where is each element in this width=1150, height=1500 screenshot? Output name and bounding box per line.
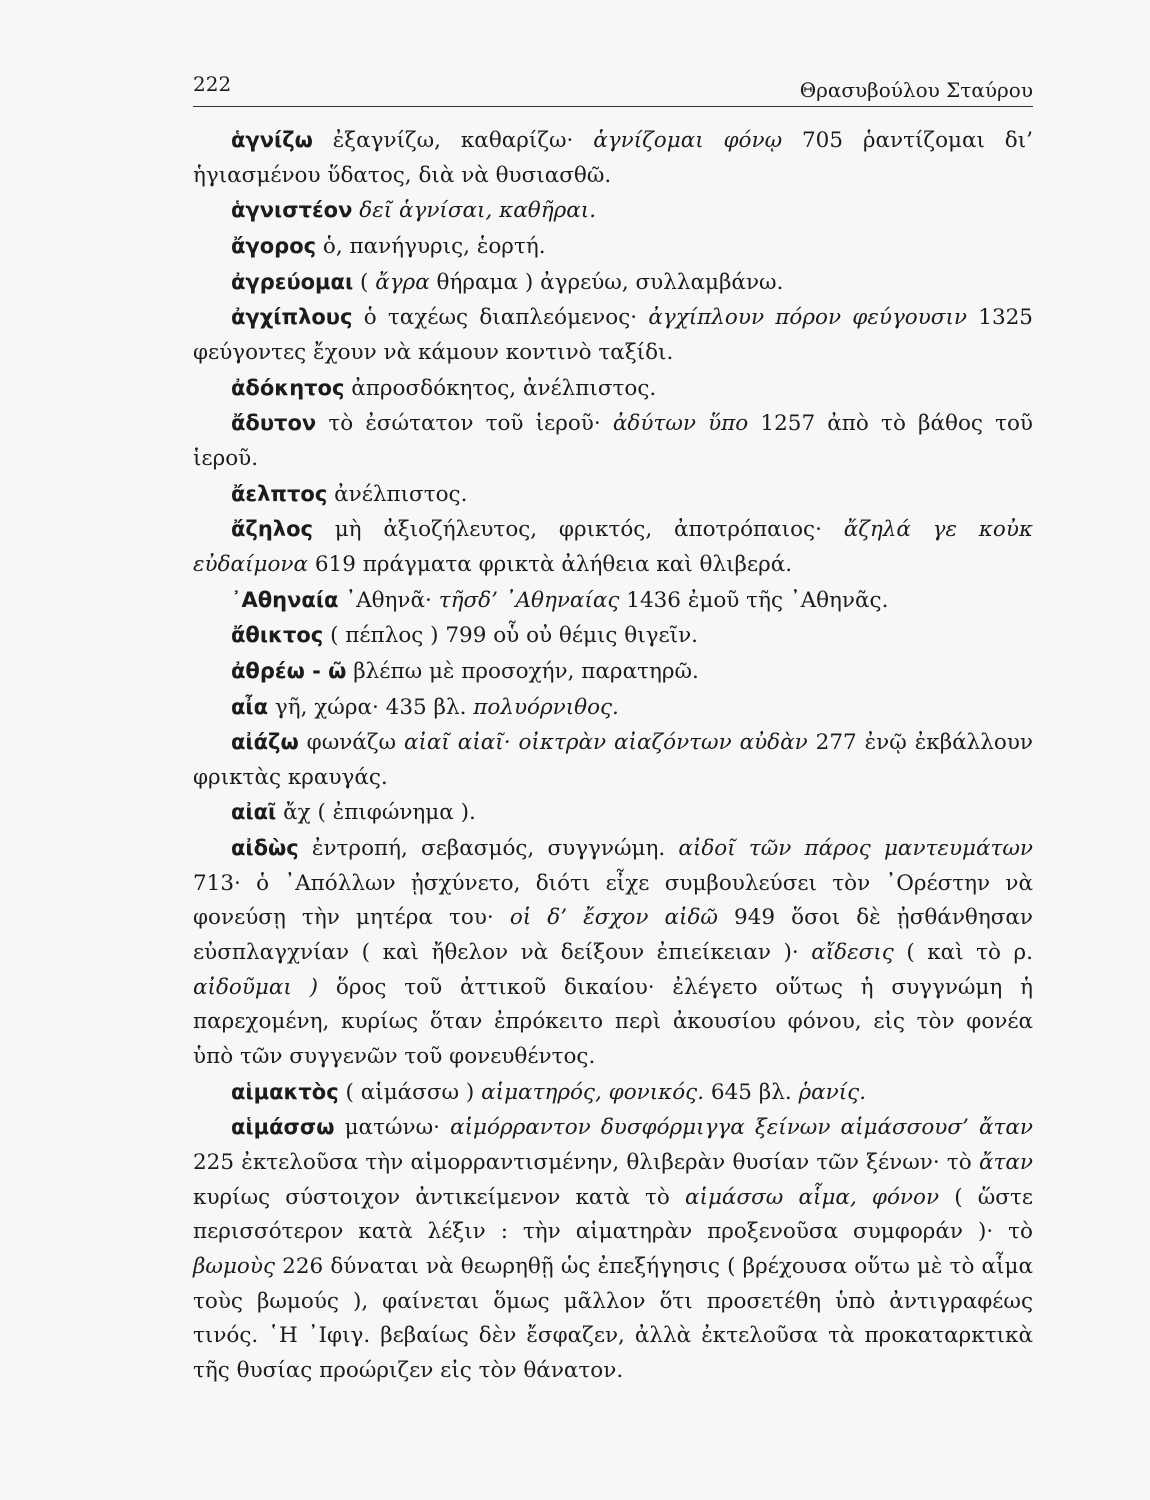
entry-definition: ἀνέλπιστος. bbox=[327, 481, 468, 507]
entry-quotation: δεῖ ἁγνίσαι, καθῆραι. bbox=[359, 198, 597, 224]
entry-definition: ( πέπλος ) 799 οὗ οὐ θέμις θιγεῖν. bbox=[323, 623, 698, 649]
glossary-entry bbox=[193, 583, 1033, 619]
entry-definition: 713· ὁ ᾿Απόλλων ᾐσχύνετο, διότι εἶχε συμβουλεύσει τὸν ᾿Ορέστην νὰ φονεύσῃ τὴν μητέρα του· bbox=[193, 870, 1033, 931]
glossary-entry bbox=[193, 654, 1033, 690]
entry-lemma: ἄθικτος bbox=[231, 623, 324, 648]
entry-quotation: αἱμάσσω αἷμα, φόνον bbox=[685, 1184, 940, 1210]
entry-definition: ματώνω· bbox=[334, 1115, 451, 1141]
entry-definition: κυρίως σύστοιχον ἀντικείμενον κατὰ τὸ bbox=[193, 1184, 686, 1210]
entry-definition: 619 πράγματα φρικτὰ ἀλήθεια καὶ θλιβερά. bbox=[308, 551, 793, 577]
glossary-entry bbox=[193, 371, 1033, 407]
entry-quotation: ἄγρα bbox=[375, 269, 430, 295]
glossary-entry bbox=[193, 512, 1033, 582]
entry-lemma: ἄζηλος bbox=[231, 517, 313, 542]
entry-definition: 705 ῥαντίζομαι δι’ ἡγιασμένου ὕδατος, διὰ νὰ θυσιασθῶ. bbox=[193, 128, 1034, 188]
entry-definition: 277 ἐνῷ ἐκβάλλουν φρικτὰς κραυγάς. bbox=[193, 730, 1033, 790]
entry-lemma: ἀγχίπλους bbox=[231, 305, 353, 330]
entry-definition: ἐξαγνίζω, καθαρίζω· bbox=[312, 128, 594, 153]
entry-quotation: βωμοὺς bbox=[193, 1254, 275, 1279]
glossary-entry bbox=[193, 1110, 1033, 1388]
entry-lemma: ἄελπτος bbox=[231, 481, 328, 506]
entry-lemma: αἶα bbox=[231, 694, 269, 719]
entry-lemma: ᾿Αθηναία bbox=[231, 587, 339, 612]
glossary-entry bbox=[193, 795, 1033, 831]
entry-quotation: αἱμόρραντον δυσφόρμιγγα ξείνων αἱμάσσουσ’ ἄταν bbox=[450, 1115, 1033, 1141]
entry-definition: 1325 φεύγοντες ἔχουν νὰ κάμουν κοντινὸ ταξίδι. bbox=[193, 305, 1033, 365]
entry-definition: ὁ ταχέως διαπλεόμενος· bbox=[352, 305, 649, 331]
glossary-entry bbox=[193, 725, 1033, 795]
entry-definition: φωνάζω bbox=[298, 730, 404, 756]
entry-lemma: ἀδόκητος bbox=[231, 375, 345, 400]
entry-definition: 949 ὅσοι δὲ ᾐσθάνθησαν εὐσπλαγχνίαν ( καὶ ἤθελον νὰ δείξουν ἐπιείκειαν )· bbox=[193, 905, 1033, 966]
entry-quotation: αἰδοῖ τῶν πάρος μαντευμάτων bbox=[678, 836, 1033, 862]
entry-lemma: αἰάζω bbox=[231, 730, 299, 755]
entry-definition: ( bbox=[353, 269, 376, 295]
entry-lemma: αἰαῖ bbox=[231, 800, 277, 825]
glossary-entry bbox=[193, 690, 1033, 726]
entry-lemma: ἄγορος bbox=[231, 233, 317, 258]
entry-definition: 225 ἐκτελοῦσα τὴν αἱμορραντισμένην, θλιβερὰν θυσίαν τῶν ξένων· τὸ bbox=[193, 1150, 979, 1176]
entry-definition: ἐντροπή, σεβασμός, συγγνώμη. bbox=[298, 836, 679, 862]
entry-quotation: αἰαῖ αἰαῖ· οἰκτρὰν αἰαζόντων αὐδὰν bbox=[403, 730, 808, 756]
entry-definition: 1257 ἀπὸ τὸ βάθος τοῦ ἱεροῦ. bbox=[193, 411, 1034, 471]
entry-quotation: αἱματηρός, φονικός. bbox=[481, 1079, 705, 1105]
entry-definition: θήραμα ) ἀγρεύω, συλλαμβάνω. bbox=[429, 269, 784, 295]
glossary-entry bbox=[193, 477, 1033, 513]
entry-definition: ᾿Αθηνᾶ· bbox=[338, 587, 439, 613]
glossary-entry bbox=[193, 193, 1033, 229]
entry-lemma: ἀθρέω - ῶ bbox=[231, 658, 347, 683]
entry-definition: 1436 ἐμοῦ τῆς ᾿Αθηνᾶς. bbox=[619, 587, 889, 613]
entry-lemma: αἰδὼς bbox=[231, 836, 299, 861]
entry-quotation: αἰδοῦμαι ) bbox=[193, 974, 319, 1000]
entry-quotation: ἀδύτων ὕπο bbox=[612, 411, 749, 437]
entry-quotation: ἄζηλά γε κοὐκ εὐδαίμονα bbox=[193, 517, 1034, 577]
glossary-entry bbox=[193, 123, 1033, 193]
entry-definition: ( καὶ τὸ ρ. bbox=[893, 940, 1033, 966]
entry-definition: μὴ ἀξιοζήλευτος, φρικτός, ἀποτρόπαιος· bbox=[312, 517, 844, 543]
glossary-entry bbox=[193, 300, 1033, 370]
entry-quotation: ἀγχίπλουν πόρον φεύγουσιν bbox=[648, 305, 967, 331]
entry-quotation: ῥανίς. bbox=[798, 1079, 867, 1105]
entry-definition: 645 βλ. bbox=[704, 1079, 799, 1105]
glossary-entry bbox=[193, 229, 1033, 265]
entry-lemma: ἀγρεύομαι bbox=[231, 269, 354, 294]
glossary-body bbox=[193, 123, 1033, 1389]
glossary-entry bbox=[193, 1075, 1033, 1111]
glossary-entry bbox=[193, 265, 1033, 301]
entry-definition: τὸ ἐσώτατον τοῦ ἱεροῦ· bbox=[316, 411, 613, 437]
entry-definition: ὁ, πανήγυρις, ἑορτή. bbox=[316, 233, 546, 259]
entry-definition: ( ὥστε περισσότερον κατὰ λέξιν : τὴν αἱματηρὰν προξενοῦσα συμφοράν )· τὸ bbox=[193, 1184, 1033, 1245]
entry-quotation: αἴδεσις bbox=[811, 940, 894, 966]
entry-definition: ἀπροσδόκητος, ἀνέλπιστος. bbox=[344, 375, 657, 401]
entry-lemma: ἁγνιστέον bbox=[231, 198, 353, 223]
running-head: Θρασυβούλου Σταύρου bbox=[799, 78, 1033, 102]
entry-quotation: τῆσδ’ ᾿Αθηναίας bbox=[438, 587, 620, 613]
entry-lemma: ἄδυτον bbox=[231, 411, 317, 436]
entry-lemma: αἱμακτὸς bbox=[231, 1079, 339, 1104]
glossary-entry bbox=[193, 406, 1033, 476]
entry-definition: ( αἱμάσσω ) bbox=[338, 1079, 482, 1105]
page-number: 222 bbox=[193, 72, 232, 96]
entry-definition: γῆ, χώρα· 435 βλ. bbox=[268, 694, 474, 720]
glossary-entry bbox=[193, 618, 1033, 654]
entry-lemma: αἱμάσσω bbox=[231, 1115, 335, 1140]
entry-quotation: ἄταν bbox=[978, 1150, 1033, 1176]
entry-definition: 226 δύναται νὰ θεωρηθῇ ὡς ἐπεξήγησις ( βρέχουσα οὕτω μὲ τὸ αἷμα τοὺς βωμούς ), φαίνεται ὅμως μᾶλλον ὅτι προσετέθη ὑπὸ ἀντιγραφέως τινός. ῾Η ᾿Ιφιγ. βεβαίως δὲν ἔσφαζεν, ἀλλὰ ἐκτελοῦσα τὰ προκαταρκτικὰ τῆς θυσίας προώριζεν εἰς τὸν θάνατον. bbox=[193, 1254, 1033, 1383]
entry-definition: βλέπω μὲ προσοχήν, παρατηρῶ. bbox=[346, 658, 699, 684]
entry-definition: ἄχ ( ἐπιφώνημα ). bbox=[276, 800, 476, 826]
entry-quotation: πολυόρνιθος. bbox=[473, 694, 619, 720]
entry-definition: ὅρος τοῦ ἀττικοῦ δικαίου· ἐλέγετο οὕτως ἡ συγγνώμη ἡ παρεχομένη, κυρίως ὅταν ἐπρόκειτο περὶ ἀκουσίου φόνου, εἰς τὸν φονέα ὑπὸ τῶν συγγενῶν τοῦ φονευθέντος. bbox=[193, 974, 1033, 1070]
entry-lemma: ἁγνίζω bbox=[231, 128, 313, 152]
entry-quotation: οἱ δ’ ἔσχον αἰδῶ bbox=[509, 905, 718, 931]
page-header bbox=[193, 66, 1033, 107]
glossary-entry bbox=[193, 831, 1033, 1075]
entry-quotation: ἁγνίζομαι φόνῳ bbox=[593, 128, 783, 153]
